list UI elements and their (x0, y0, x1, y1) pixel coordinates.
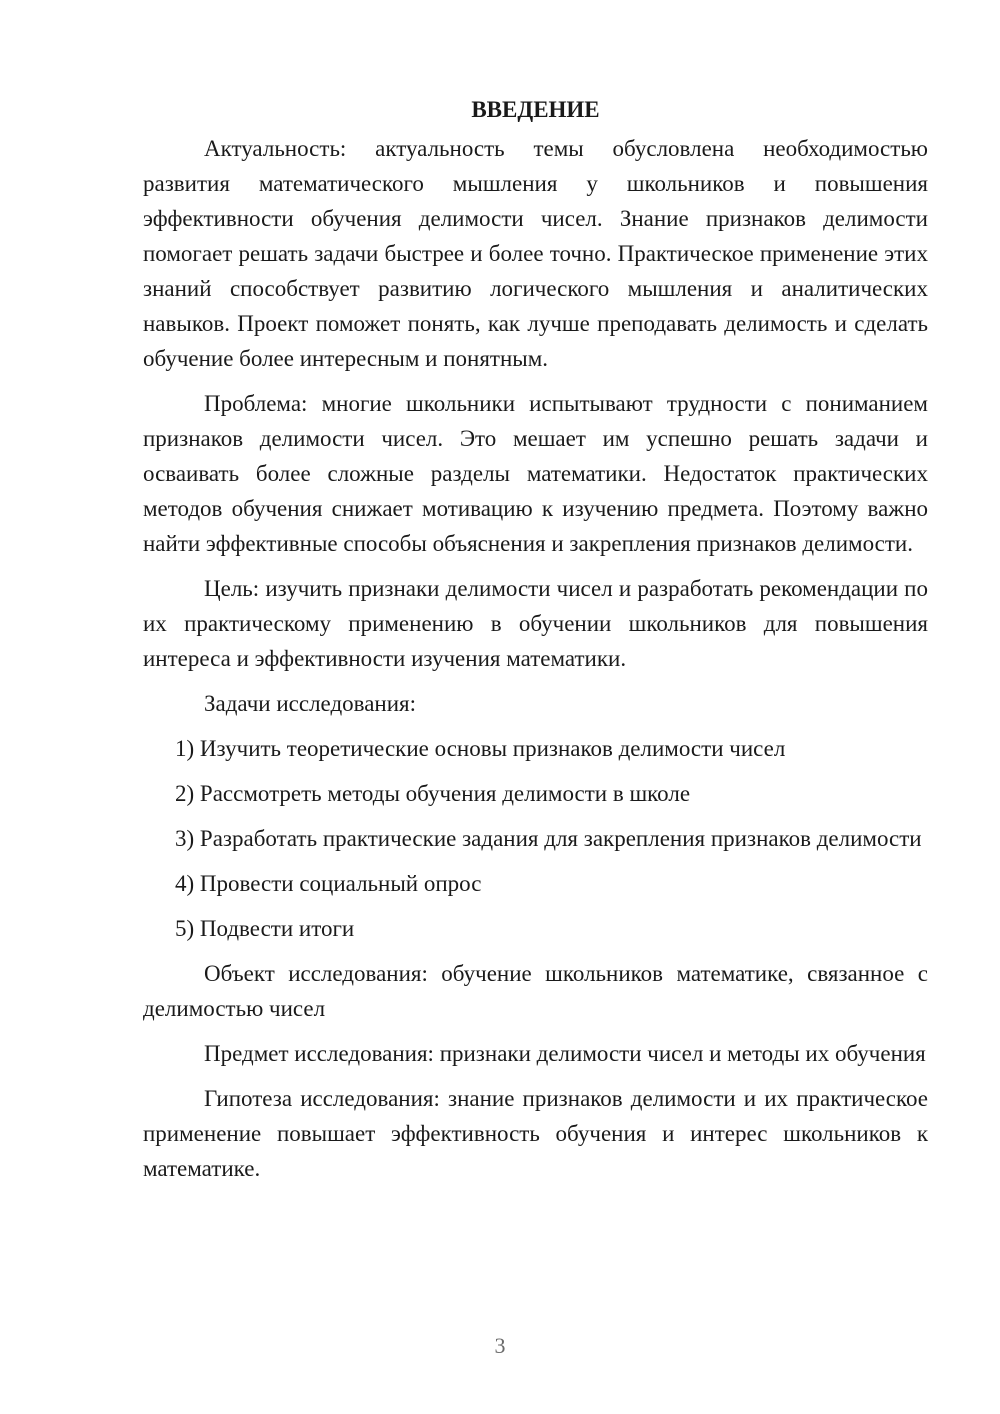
list-item: 1) Изучить теоретические основы признаков делимости чисел (175, 736, 786, 761)
hypothesis-paragraph: Гипотеза исследования: знание признаков делимости и их практическое применение повышает эффективность обучения и интерес школьников к математике. (143, 1086, 928, 1181)
document-page (143, 92, 928, 1196)
object-paragraph: Объект исследования: обучение школьников математике, связанное с делимостью чисел (143, 961, 928, 1021)
list-item: 2) Рассмотреть методы обучения делимости в школе (175, 781, 691, 806)
goal-paragraph: Цель: изучить признаки делимости чисел и разработать рекомендации по их практическому применению в обучении школьников для повышения интереса и эффективности изучения математики. (143, 576, 928, 671)
subject-paragraph: Предмет исследования: признаки делимости чисел и методы их обучения (204, 1041, 926, 1066)
tasks-list (143, 731, 928, 946)
problem-paragraph: Проблема: многие школьники испытывают трудности с пониманием признаков делимости чисел. Это мешает им успешно решать задачи и осваивать более сложные разделы математики. Недостаток практических методов обучения снижает мотивацию к изучению предмета. Поэтому важно найти эффективные способы объяснения и закрепления признаков делимости. (143, 391, 928, 556)
relevance-paragraph: Актуальность: актуальность темы обусловлена необходимостью развития математического мышления у школьников и повышения эффективности обучения делимости чисел. Знание признаков делимости помогает решать задачи быстрее и более точно. Практическое применение этих знаний способствует развитию логического мышления и аналитических навыков. Проект поможет понять, как лучше преподавать делимость и сделать обучение более интересным и понятным. (143, 136, 928, 371)
tasks-heading: Задачи исследования: (204, 691, 417, 716)
list-item: 3) Разработать практические задания для закрепления признаков делимости (175, 826, 922, 851)
list-item: 4) Провести социальный опрос (175, 871, 482, 896)
page-title: ВВЕДЕНИЕ (471, 97, 600, 122)
page-number: 3 (494, 1333, 506, 1358)
list-item: 5) Подвести итоги (175, 916, 355, 941)
